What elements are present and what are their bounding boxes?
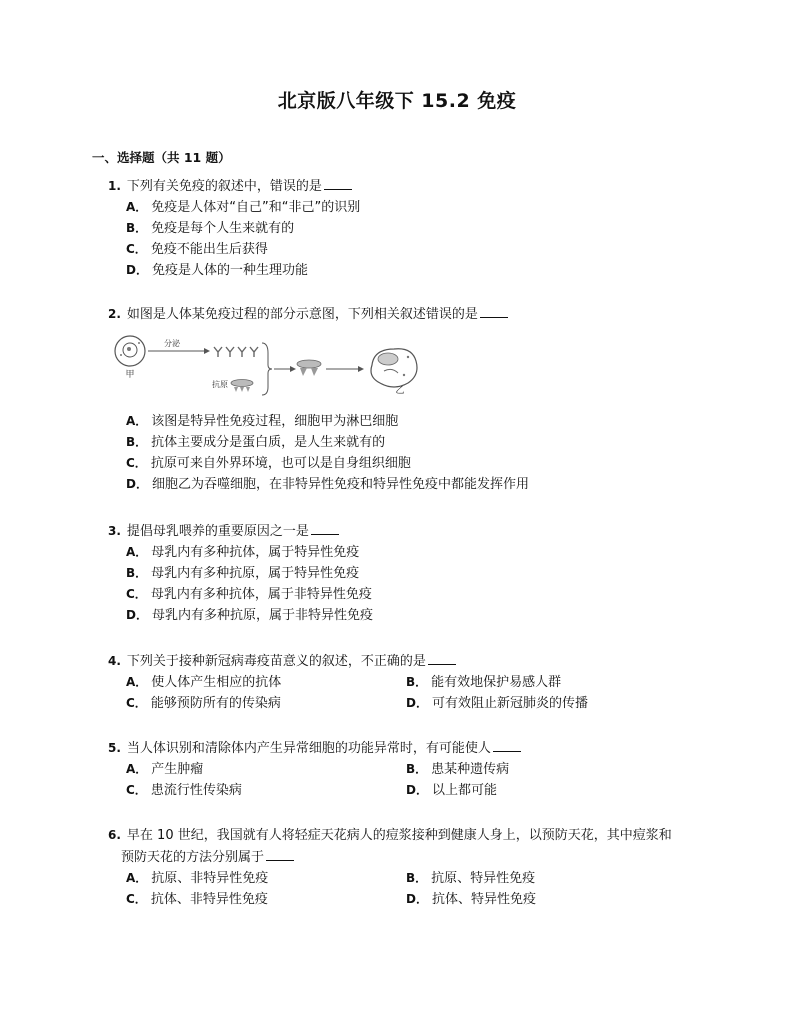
option-a: A． 产生肿瘤 <box>126 762 204 777</box>
question-stem-continued: 预防天花的方法分别属于 <box>121 850 265 865</box>
option-c: C． 抗体、非特异性免疫 <box>126 892 268 907</box>
question-2-options <box>108 411 708 495</box>
question-number: 2. <box>108 307 121 321</box>
cell-yi <box>371 349 417 387</box>
question-number: 5. <box>108 741 121 755</box>
option-c: C． 母乳内有多种抗体，属于非特异性免疫 <box>126 587 372 602</box>
question-number: 1. <box>108 179 121 193</box>
question-5 <box>108 737 708 801</box>
option-c: C． 能够预防所有的传染病 <box>126 696 281 711</box>
question-1 <box>108 175 708 281</box>
option-d: D． 免疫是人体的一种生理功能 <box>126 263 308 278</box>
option-d: D． 细胞乙为吞噬细胞，在非特异性免疫和特异性免疫中都能发挥作用 <box>126 477 529 492</box>
question-number: 6. <box>108 828 121 842</box>
section-heading: 一、选择题（共 11 题） <box>92 150 231 165</box>
option-b: B． 抗体主要成分是蛋白质，是人生来就有的 <box>126 435 386 450</box>
answer-blank <box>428 650 456 665</box>
option-a: A． 免疫是人体对“自己”和“非己”的识别 <box>126 200 361 215</box>
label-yi: 乙 <box>395 386 405 396</box>
option-c: C． 抗原可来自外界环境，也可以是自身组织细胞 <box>126 456 411 471</box>
question-number: 4. <box>108 654 121 668</box>
question-stem: 提倡母乳喂养的重要原因之一是 <box>126 524 309 539</box>
label-jia: 甲 <box>125 370 135 380</box>
option-a: A． 抗原、非特异性免疫 <box>126 871 269 886</box>
option-c: C． 患流行性传染病 <box>126 783 242 798</box>
antibodies <box>214 347 258 357</box>
brace <box>262 343 272 395</box>
question-stem: 如图是人体某免疫过程的部分示意图，下列相关叙述错误的是 <box>126 307 478 322</box>
label-secrete: 分泌 <box>164 339 180 348</box>
option-d: D． 母乳内有多种抗原，属于非特异性免疫 <box>126 608 373 623</box>
option-a: A． 使人体产生相应的抗体 <box>126 675 282 690</box>
option-d: D． 抗体、特异性免疫 <box>406 892 536 907</box>
label-antigen: 抗原 <box>212 380 228 389</box>
immune-process-diagram <box>112 331 452 399</box>
antigen-antibody-complex <box>297 360 321 376</box>
answer-blank <box>266 846 294 861</box>
cell-jia <box>115 336 145 366</box>
page-title: 北京版八年级下 15.2 免疫 <box>277 90 517 112</box>
option-c: C． 免疫不能出生后获得 <box>126 242 268 257</box>
question-2 <box>108 303 708 325</box>
option-b: B． 能有效地保护易感人群 <box>406 675 562 690</box>
question-stem: 当人体识别和清除体内产生异常细胞的功能异常时，有可能使人 <box>126 741 491 756</box>
option-b: B． 抗原、特异性免疫 <box>406 871 536 886</box>
answer-blank <box>324 175 352 190</box>
answer-blank <box>480 303 508 318</box>
question-stem: 早在 10 世纪，我国就有人将轻症天花病人的痘浆接种到健康人身上，以预防天花，其中痘浆和 <box>126 828 672 843</box>
question-stem: 下列有关免疫的叙述中，错误的是 <box>126 179 322 194</box>
option-a: A． 该图是特异性免疫过程，细胞甲为淋巴细胞 <box>126 414 399 429</box>
question-stem: 下列关于接种新冠病毒疫苗意义的叙述，不正确的是 <box>126 654 426 669</box>
answer-blank <box>311 520 339 535</box>
option-a: A． 母乳内有多种抗体，属于特异性免疫 <box>126 545 360 560</box>
question-6 <box>108 825 708 910</box>
question-number: 3. <box>108 524 121 538</box>
antigen-icon <box>231 380 253 393</box>
question-4 <box>108 650 708 714</box>
option-b: B． 母乳内有多种抗原，属于特异性免疫 <box>126 566 360 581</box>
question-3 <box>108 520 708 626</box>
option-d: D． 可有效阻止新冠肺炎的传播 <box>406 696 588 711</box>
option-b: B． 免疫是每个人生来就有的 <box>126 221 295 236</box>
option-d: D． 以上都可能 <box>406 783 497 798</box>
option-b: B． 患某种遗传病 <box>406 762 510 777</box>
answer-blank <box>493 737 521 752</box>
